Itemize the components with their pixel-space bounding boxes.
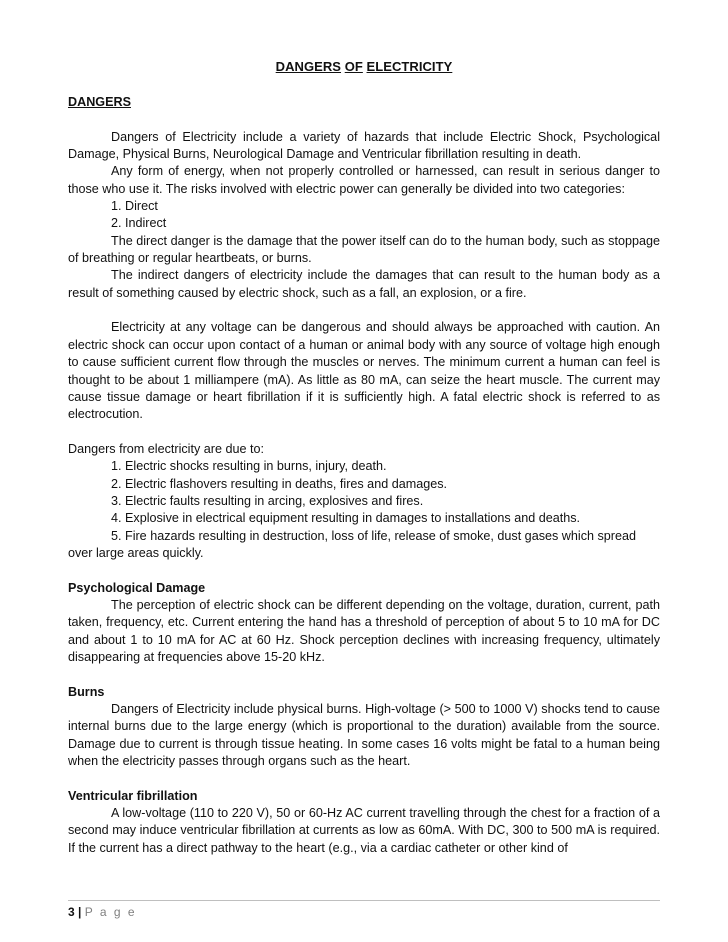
paragraph-burns: Dangers of Electricity include physical burns. High-voltage (> 500 to 1000 V) shocks tend to cause internal burns due to the large energy (which is proportional to the duration) available from the source. Damage due to current is through tissue heating. In some cases 16 volts might be fatal to a human being when the electricity passes through organs such as the heart. bbox=[68, 702, 660, 769]
paragraph-dangers-intro: Dangers of Electricity include a variety of hazards that include Electric Shock, Psychological Damage, Physical Burns, Neurological Damage and Ventricular fibrillation resulting in death. bbox=[68, 129, 660, 162]
page-label: P a g e bbox=[84, 905, 137, 919]
paragraph-electric-shock: Electricity at any voltage can be dangerous and should always be approached with caution. An electric shock can occur upon contact of a human or animal body with any source of voltage high enough to cause sufficient current flow through the muscles or nerves. The minimum current a human can feel is thought to be about 1 milliampere (mA). As little as 80 mA, can seize the heart muscle. The current may cause tissue damage or heart fibrillation if it is sufficiently high. A fatal electric shock is referred to as electrocution. bbox=[68, 320, 660, 422]
list-item-due-4: 4. Explosive in electrical equipment resulting in damages to installations and deaths. bbox=[111, 511, 581, 526]
title-word-of: OF bbox=[344, 59, 363, 74]
document-title bbox=[68, 59, 660, 74]
document-body bbox=[68, 94, 660, 857]
section-heading-ventricular: Ventricular fibrillation bbox=[68, 788, 198, 803]
footer-separator: | bbox=[78, 905, 82, 919]
footer-rule bbox=[68, 900, 660, 902]
page-number: 3 bbox=[68, 905, 75, 919]
paragraph-direct-danger: The direct danger is the damage that the power itself can do to the human body, such as stoppage of breathing or regular heartbeats, or burns. bbox=[68, 233, 660, 266]
page-footer bbox=[68, 905, 137, 919]
paragraph-ventricular: A low-voltage (110 to 220 V), 50 or 60-Hz AC current travelling through the chest for a fraction of a second may induce ventricular fibrillation at currents as low as 60mA. With DC, 300 to 500 mA is required. If the current has a direct pathway to the heart (e.g., via a cardiac catheter or other kind of bbox=[68, 806, 660, 855]
category-item-direct: 1. Direct bbox=[111, 199, 158, 214]
paragraph-energy-risk: Any form of energy, when not properly controlled or harnessed, can result in serious danger to those who use it. The risks involved with electric power can generally be divided into two categories: bbox=[68, 164, 660, 196]
title-word-dangers: DANGERS bbox=[275, 59, 342, 74]
category-item-indirect: 2. Indirect bbox=[111, 216, 167, 231]
list-item-due-5: 5. Fire hazards resulting in destruction, loss of life, release of smoke, dust gases which spread over large areas quickly. bbox=[68, 528, 636, 560]
paragraph-psychological: The perception of electric shock can be different depending on the voltage, duration, current, path taken, frequency, etc. Current entering the hand has a threshold of perception of about 5 to 10 mA for DC and about 1 to 10 mA for AC at 60 Hz. Shock perception declines with increasing frequency, ultimately disappearing at frequencies above 15-20 kHz. bbox=[68, 597, 660, 664]
paragraph-indirect-danger: The indirect dangers of electricity include the damages that can result to the human body as a result of something caused by electric shock, such as a fall, an explosion, or a fire. bbox=[68, 268, 660, 300]
section-heading-burns: Burns bbox=[68, 684, 105, 699]
list-intro-dangers-due: Dangers from electricity are due to: bbox=[68, 441, 264, 456]
list-item-due-3: 3. Electric faults resulting in arcing, explosives and fires. bbox=[111, 493, 424, 508]
title-word-electricity: ELECTRICITY bbox=[366, 59, 453, 74]
list-item-due-2: 2. Electric flashovers resulting in deaths, fires and damages. bbox=[111, 476, 448, 491]
section-heading-dangers: DANGERS bbox=[68, 95, 131, 109]
list-item-due-1: 1. Electric shocks resulting in burns, injury, death. bbox=[111, 459, 387, 474]
section-heading-psychological: Psychological Damage bbox=[68, 580, 206, 595]
